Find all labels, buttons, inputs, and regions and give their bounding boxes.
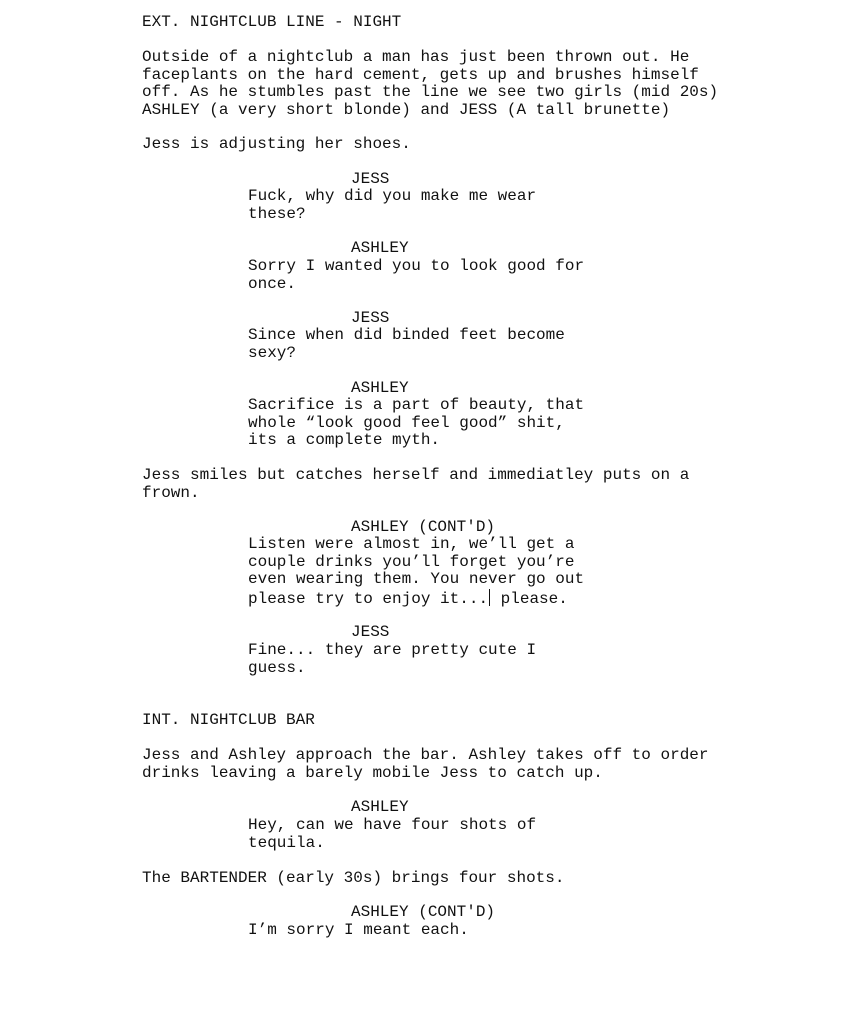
dialogue: I’m sorry I meant each.: [248, 921, 469, 939]
action-line: Jess smiles but catches herself and immediatley puts on a frown.: [142, 466, 690, 502]
action-line: Jess is adjusting her shoes.: [142, 135, 411, 153]
character-name: ASHLEY: [351, 798, 409, 816]
character-name: ASHLEY (CONT'D): [351, 903, 496, 921]
character-name: ASHLEY: [351, 239, 409, 257]
character-name: ASHLEY: [351, 379, 409, 397]
dialogue: Sacrifice is a part of beauty, that whole “look good feel good” shit, its a complete myth.: [248, 396, 585, 449]
text-cursor: [489, 589, 490, 606]
action-line: Outside of a nightclub a man has just been thrown out. He faceplants on the hard cement, gets up and brushes himself off. As he stumbles past the line we see two girls (mid 20s) ASHLEY (a very short blonde) and JESS (A tall brunette): [142, 48, 719, 119]
character-name: JESS: [351, 623, 390, 641]
dialogue-text: Listen were almost in, we’ll get a couple drinks you’ll forget you’re even wearing them. You never go out please try to enjoy it...: [248, 535, 585, 608]
dialogue: Hey, can we have four shots of tequila.: [248, 816, 537, 852]
dialogue-text: please.: [491, 589, 568, 608]
character-name: JESS: [351, 309, 390, 327]
dialogue[interactable]: [248, 536, 628, 608]
dialogue: Since when did binded feet become sexy?: [248, 326, 565, 362]
scene-heading: INT. NIGHTCLUB BAR: [142, 711, 315, 729]
action-line: The BARTENDER (early 30s) brings four shots.: [142, 869, 565, 887]
action-line: Jess and Ashley approach the bar. Ashley takes off to order drinks leaving a barely mobile Jess to catch up.: [142, 746, 709, 782]
dialogue: Sorry I wanted you to look good for once.: [248, 257, 585, 293]
dialogue: Fine... they are pretty cute I guess.: [248, 641, 537, 677]
character-name: JESS: [351, 170, 390, 188]
dialogue: Fuck, why did you make me wear these?: [248, 187, 537, 223]
scene-heading: EXT. NIGHTCLUB LINE - NIGHT: [142, 13, 402, 31]
character-name: ASHLEY (CONT'D): [351, 518, 496, 536]
